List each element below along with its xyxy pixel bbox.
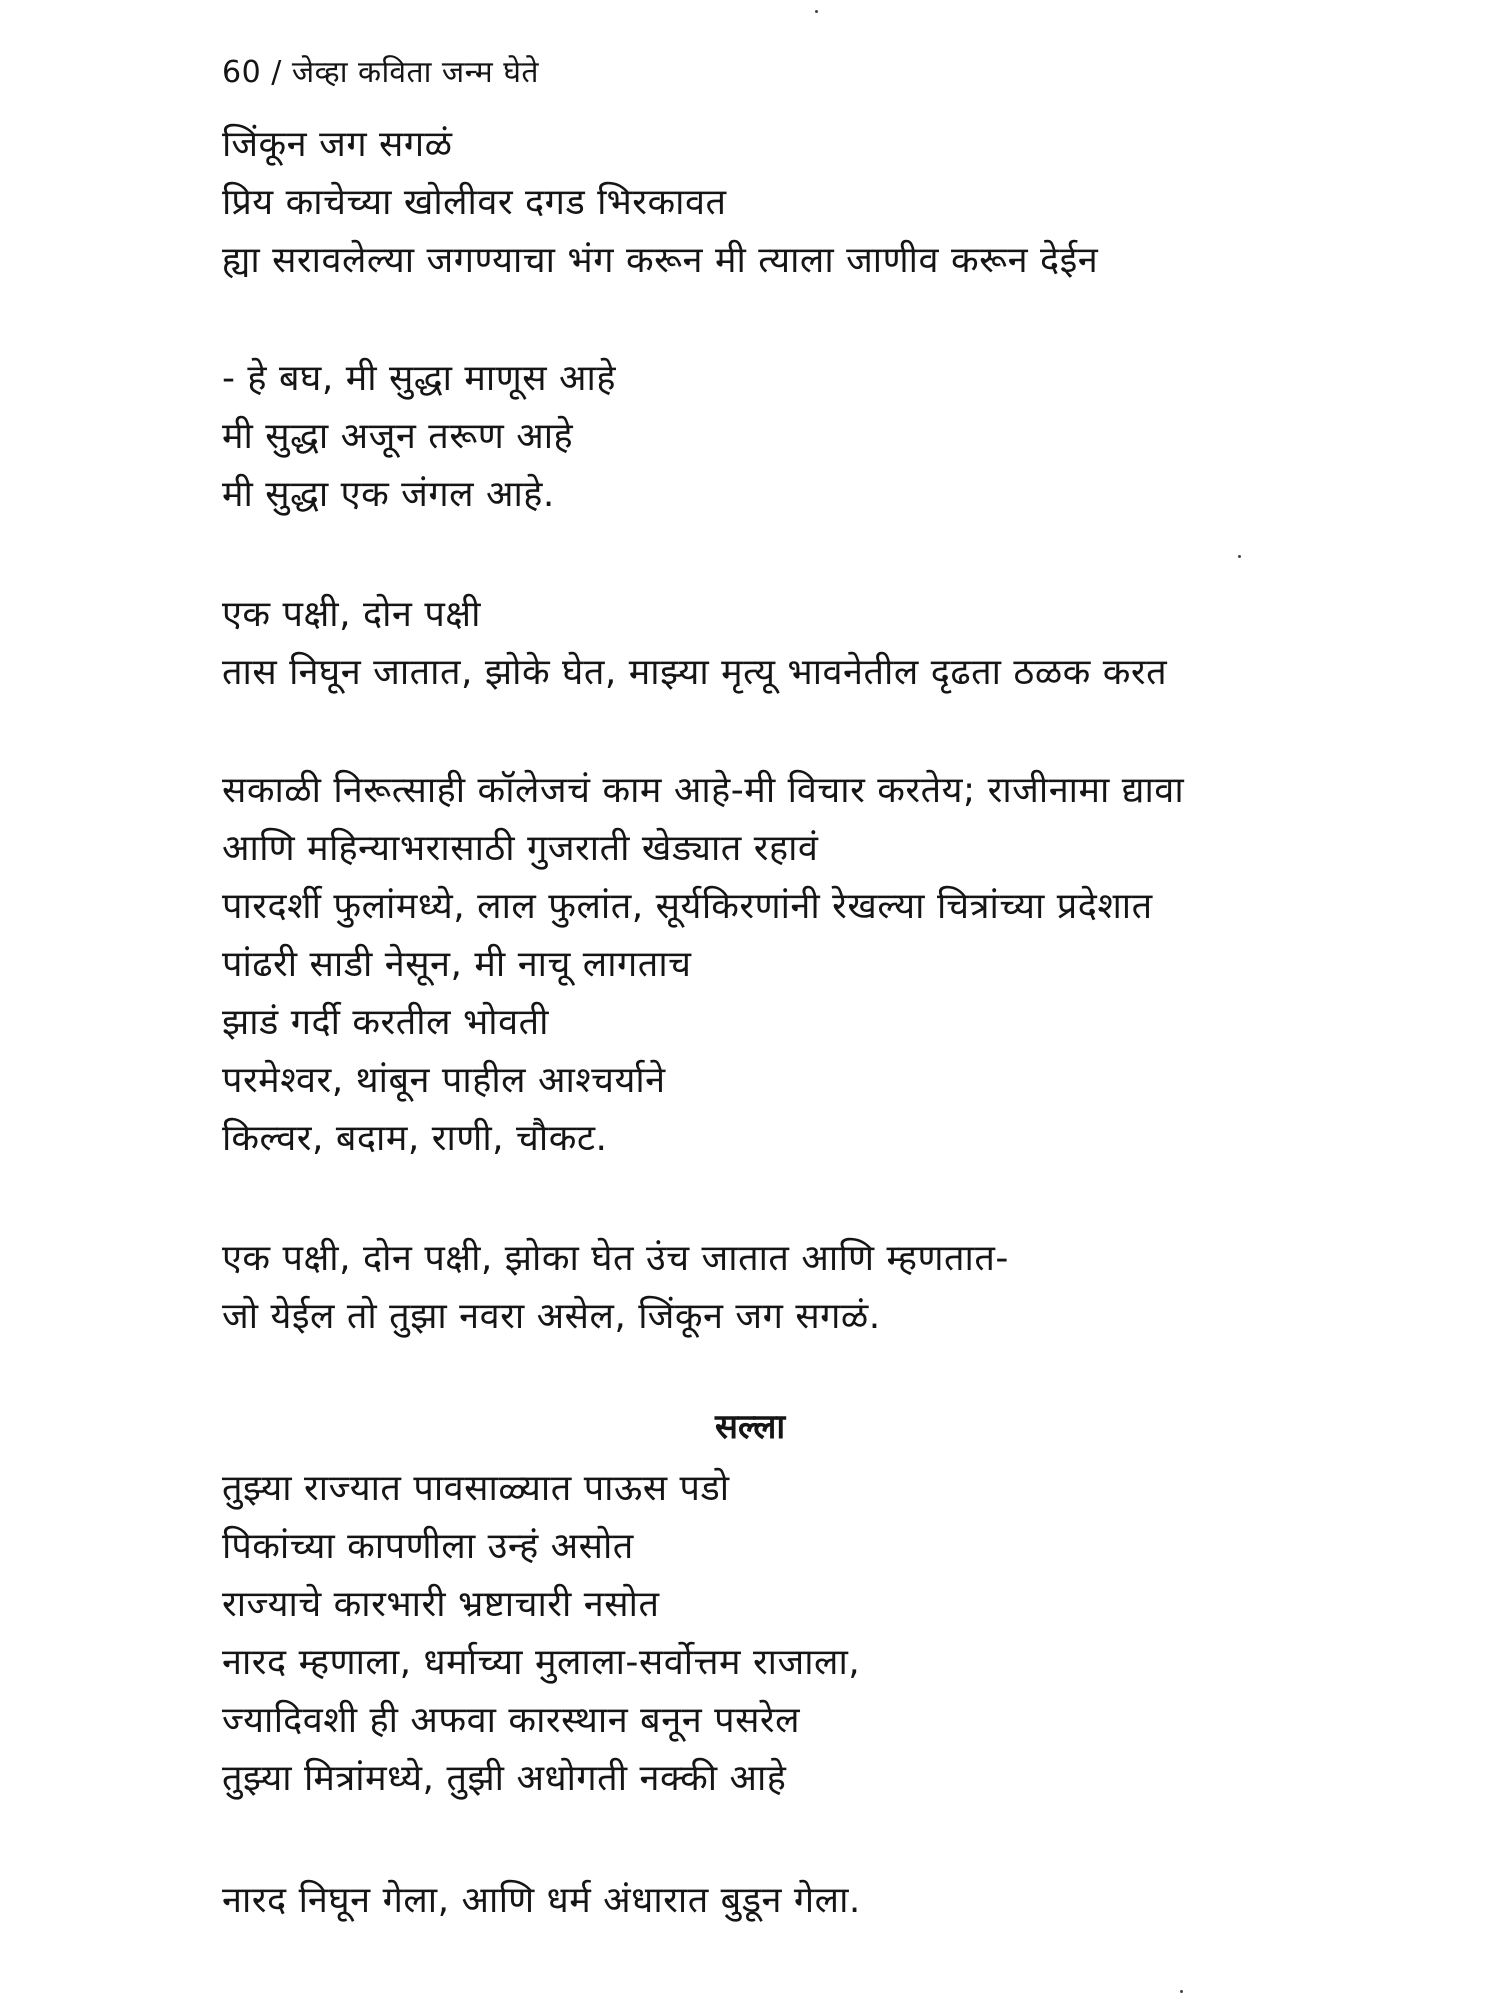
page-header: 60 / जेव्हा कविता जन्म घेते — [222, 55, 540, 90]
poem-line: सकाळी निरूत्साही कॉलेजचं काम आहे-मी विचार करतेय; राजीनामा द्यावा — [222, 770, 1185, 811]
poem-line: मी सुद्धा अजून तरूण आहे — [222, 416, 574, 457]
poem-line: आणि महिन्याभरासाठी गुजराती खेड्यात रहावं — [222, 828, 819, 869]
poem-line: पिकांच्या कापणीला उन्हं असोत — [222, 1526, 634, 1567]
poem-line: एक पक्षी, दोन पक्षी — [222, 594, 481, 635]
poem-line: - हे बघ, मी सुद्धा माणूस आहे — [222, 358, 616, 399]
poem-line: प्रिय काचेच्या खोलीवर दगड भिरकावत — [222, 182, 727, 223]
poem-line: जिंकून जग सगळं — [222, 124, 453, 165]
poem-line: नारद म्हणाला, धर्माच्या मुलाला-सर्वोत्तम राजाला, — [222, 1642, 861, 1683]
poem-line: किल्वर, बदाम, राणी, चौकट. — [222, 1118, 608, 1159]
section-title: सल्ला — [715, 1407, 786, 1447]
poem-line: झाडं गर्दी करतील भोवती — [222, 1002, 549, 1043]
poem-line: जो येईल तो तुझा नवरा असेल, जिंकून जग सगळं. — [222, 1296, 881, 1337]
poem-line: पांढरी साडी नेसून, मी नाचू लागताच — [222, 944, 692, 985]
poem-line: मी सुद्धा एक जंगल आहे. — [222, 474, 555, 515]
poem-line: तुझ्या मित्रांमध्ये, तुझी अधोगती नक्की आहे — [222, 1758, 787, 1799]
scan-speck — [815, 10, 818, 13]
poem-line: नारद निघून गेला, आणि धर्म अंधारात बुडून गेला. — [222, 1880, 861, 1921]
poem-line: एक पक्षी, दोन पक्षी, झोका घेत उंच जातात आणि म्हणतात- — [222, 1238, 1009, 1279]
scan-speck — [1180, 1990, 1183, 1993]
poem-line: ह्या सरावलेल्या जगण्याचा भंग करून मी त्याला जाणीव करून देईन — [222, 240, 1099, 281]
poem-line: पारदर्शी फुलांमध्ये, लाल फुलांत, सूर्यकिरणांनी रेखल्या चित्रांच्या प्रदेशात — [222, 886, 1153, 927]
poem-line: तुझ्या राज्यात पावसाळ्यात पाऊस पडो — [222, 1468, 730, 1509]
scan-speck — [1238, 555, 1241, 558]
poem-line: परमेश्वर, थांबून पाहील आश्चर्याने — [222, 1060, 666, 1101]
poem-line: तास निघून जातात, झोके घेत, माझ्या मृत्यू भावनेतील दृढता ठळक करत — [222, 652, 1168, 693]
poem-line: ज्यादिवशी ही अफवा कारस्थान बनून पसरेल — [222, 1700, 801, 1741]
poem-line: राज्याचे कारभारी भ्रष्टाचारी नसोत — [222, 1584, 660, 1625]
